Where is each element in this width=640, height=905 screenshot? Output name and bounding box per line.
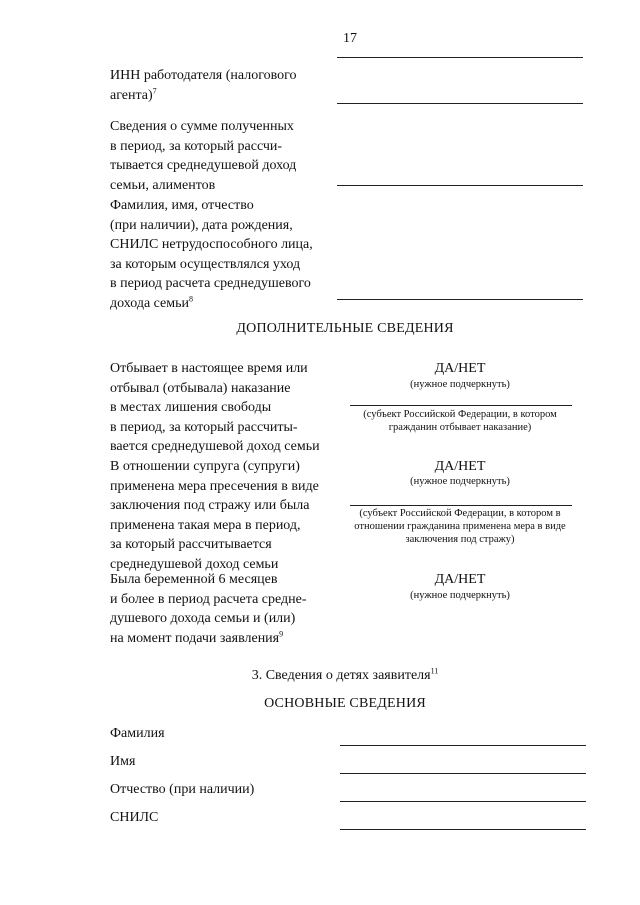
child-patronymic-label: Отчество (при наличии) <box>110 782 255 797</box>
alimony-line-3: тывается среднедушевой доход <box>110 158 297 173</box>
caretaker-line-4: за которым осуществлялся уход <box>110 256 301 272</box>
punishment-line-4: в период, за который рассчиты- <box>110 419 298 435</box>
alimony-line-1: Сведения о сумме полученных <box>110 119 294 134</box>
caretaker-line-5: в период расчета среднедушевого <box>110 276 311 291</box>
punishment-line-3: в местах лишения свободы <box>110 400 272 415</box>
pregnancy-line-3: душевого дохода семьи и (или) <box>110 611 296 626</box>
child-name-label: Имя <box>110 754 136 769</box>
employer-inn-field[interactable] <box>337 103 583 104</box>
alimony-line-4: семьи, алиментов <box>110 177 216 193</box>
punishment-caption: (субъект Российской Федерации, в котором гражданин отбывает наказание) <box>363 409 557 433</box>
punishment-label <box>110 359 320 457</box>
footnote-8: 8 <box>189 293 194 303</box>
spouse-line-6: среднедушевой доход семьи <box>110 556 279 572</box>
punishment-region-field[interactable] <box>350 405 572 406</box>
punishment-line-1: Отбывает в настоящее время или <box>110 361 308 376</box>
footnote-7: 7 <box>152 85 157 95</box>
child-surname-label: Фамилия <box>110 726 165 741</box>
alimony-line-2: в период, за который рассчи- <box>110 138 283 154</box>
spouse-hint: (нужное подчеркнуть) <box>410 476 510 487</box>
spouse-caption: (субъект Российской Федерации, в котором в отношении гражданина применена мера в виде заключения под стражу) <box>354 508 566 545</box>
employer-inn-line-2: агента)$^7$ <box>110 85 157 103</box>
main-info-heading: ОСНОВНЫЕ СВЕДЕНИЯ <box>264 696 426 711</box>
child-surname-field[interactable] <box>340 745 586 746</box>
punishment-answer[interactable]: ДА/НЕТ <box>434 361 486 376</box>
caretaker-line-6: дохода семьи$^8$ <box>110 293 194 311</box>
spouse-line-1: В отношении супруга (супруги) <box>110 459 300 474</box>
punishment-line-2: отбывал (отбывала) наказание <box>110 380 291 396</box>
spouse-line-4: применена такая мера в период, <box>110 517 301 533</box>
pregnancy-line-2: и более в период расчета средне- <box>110 591 307 607</box>
spouse-line-3: заключения под стражу или была <box>110 498 310 513</box>
page-number: 17 <box>343 31 357 46</box>
alimony-field[interactable] <box>337 185 583 186</box>
section3-title: 3. Сведения о детях заявителя$^{11}$ <box>251 666 439 683</box>
employer-top-line <box>337 57 583 58</box>
spouse-line-5: за который рассчитывается <box>110 537 272 552</box>
caretaker-line-1: Фамилия, имя, отчество <box>110 198 254 213</box>
pregnancy-answer[interactable]: ДА/НЕТ <box>434 572 486 587</box>
caretaker-line-2: (при наличии), дата рождения, <box>110 217 293 233</box>
caretaker-label <box>110 196 313 313</box>
spouse-region-field[interactable] <box>350 505 572 506</box>
punishment-line-5: вается среднедушевой доход семьи <box>110 439 320 454</box>
employer-inn-line-1: ИНН работодателя (налогового <box>110 68 297 83</box>
pregnancy-label <box>110 570 307 648</box>
spouse-line-2: применена мера пресечения в виде <box>110 478 319 494</box>
pregnancy-line-1: Была беременной 6 месяцев <box>110 572 278 587</box>
caretaker-field[interactable] <box>337 299 583 300</box>
footnote-11: 11 <box>430 666 439 676</box>
punishment-hint: (нужное подчеркнуть) <box>410 379 510 390</box>
child-name-field[interactable] <box>340 773 586 774</box>
footnote-9: 9 <box>279 628 284 638</box>
spouse-answer[interactable]: ДА/НЕТ <box>434 459 486 474</box>
pregnancy-line-4: на момент подачи заявления$^9$ <box>110 628 284 646</box>
alimony-label <box>110 117 296 195</box>
spouse-label <box>110 457 319 574</box>
employer-inn-label <box>110 66 297 105</box>
child-snils-field[interactable] <box>340 829 586 830</box>
additional-heading: ДОПОЛНИТЕЛЬНЫЕ СВЕДЕНИЯ <box>236 321 454 336</box>
caretaker-line-3: СНИЛС нетрудоспособного лица, <box>110 237 313 252</box>
child-snils-label: СНИЛС <box>110 810 159 825</box>
child-patronymic-field[interactable] <box>340 801 586 802</box>
pregnancy-hint: (нужное подчеркнуть) <box>410 590 510 601</box>
